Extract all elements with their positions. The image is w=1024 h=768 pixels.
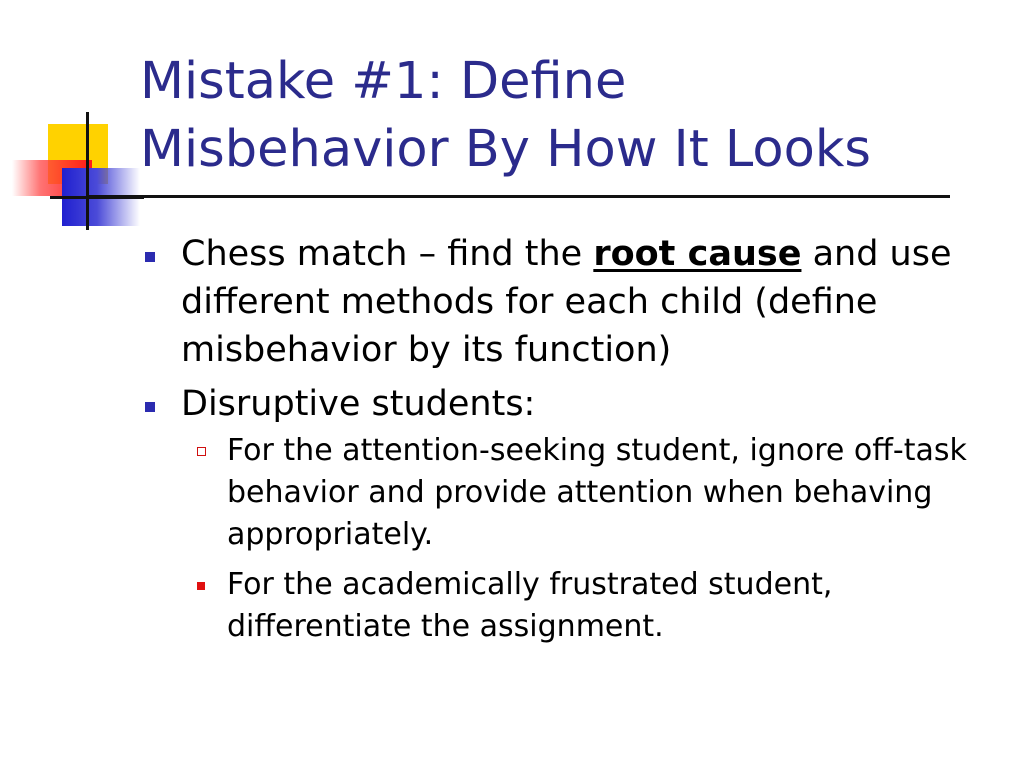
sub-bullet-list xyxy=(181,430,1001,648)
slide-logo xyxy=(0,0,160,240)
bullet-item-disruptive-students xyxy=(181,380,1001,648)
sub-bullet-text: For the academically frustrated student, differentiate the assignment. xyxy=(227,567,833,644)
bullet-list xyxy=(0,230,1024,648)
sub-bullet-academically-frustrated xyxy=(227,564,987,648)
logo-vertical-line xyxy=(86,112,89,230)
filled-square-bullet-icon xyxy=(197,582,205,590)
square-bullet-icon xyxy=(145,252,155,262)
bullet-item-chess-match xyxy=(181,230,1001,374)
bullet-text-before: Chess match – find the xyxy=(181,234,594,274)
bullet-text-after: and use different methods for each child (define misbehavior by its function) xyxy=(181,234,952,370)
sub-bullet-text: For the attention-seeking student, ignore off-task behavior and provide attention when behaving appropriately. xyxy=(227,433,967,552)
slide-title-line-1: Mistake #1: Define xyxy=(140,52,627,111)
hollow-square-bullet-icon xyxy=(197,447,206,456)
slide-title-line-2: Misbehavior By How It Looks xyxy=(140,120,871,179)
emphasis-root-cause: root cause xyxy=(593,234,802,274)
square-bullet-icon xyxy=(145,402,155,412)
title-divider xyxy=(86,195,950,198)
slide-content xyxy=(0,230,1024,656)
bullet-text: Disruptive students: xyxy=(181,384,536,424)
slide-title xyxy=(140,48,1010,184)
sub-bullet-attention-seeking xyxy=(227,430,987,556)
